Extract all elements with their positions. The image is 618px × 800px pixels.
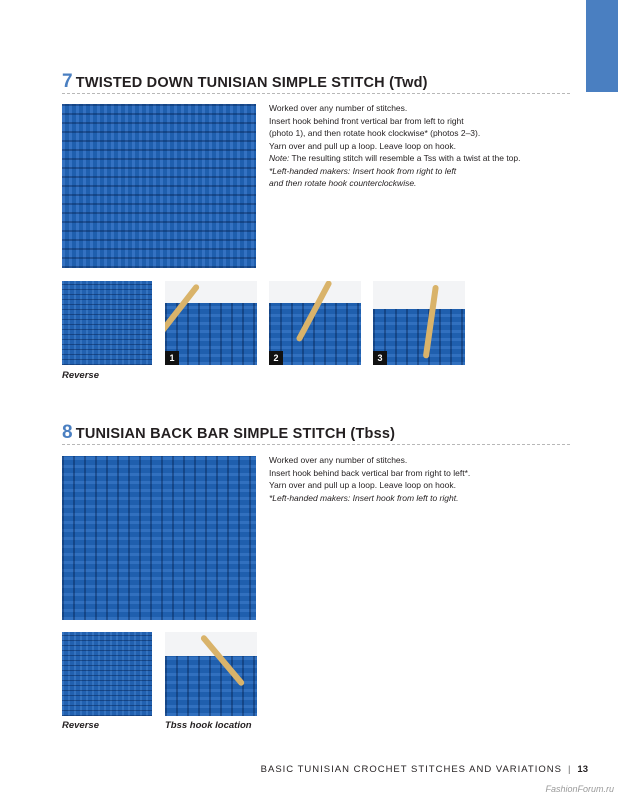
section-8-rule <box>62 444 570 445</box>
section-7-heading <box>62 71 428 93</box>
section-8-number: 8 <box>62 422 73 443</box>
page-footer <box>261 764 588 775</box>
note-label: Note: <box>269 153 290 163</box>
left-hand-note: *Left-handed makers: Insert hook from right to left <box>269 165 457 176</box>
twd-reverse-photo <box>62 281 152 365</box>
desc-line: (photo 1), and then rotate hook clockwise* (photos 2–3). <box>269 128 481 138</box>
section-7-number: 7 <box>62 71 73 92</box>
hook-location-caption: Tbss hook location <box>165 720 252 731</box>
section-7-rule <box>62 93 570 94</box>
section-8-title: TUNISIAN BACK BAR SIMPLE STITCH (Tbss) <box>75 426 396 442</box>
hook-photo-3 <box>373 281 465 365</box>
hook-photo-2 <box>269 281 361 365</box>
note-line <box>269 152 569 165</box>
section-8-description <box>269 454 569 504</box>
photo-badge: 1 <box>165 351 179 365</box>
page-number: 13 <box>577 764 588 775</box>
left-hand-note: and then rotate hook counterclockwise. <box>269 178 417 188</box>
desc-line: Worked over any number of stitches. <box>269 103 408 113</box>
watermark: FashionForum.ru <box>545 784 614 794</box>
desc-line: Yarn over and pull up a loop. Leave loop on hook. <box>269 480 456 490</box>
desc-line: Insert hook behind back vertical bar from right to left*. <box>269 467 471 478</box>
tbss-reverse-photo <box>62 632 152 716</box>
reverse-caption: Reverse <box>62 720 99 731</box>
desc-line: Insert hook behind front vertical bar from left to right <box>269 115 464 126</box>
section-7-description <box>269 102 569 190</box>
reverse-caption: Reverse <box>62 370 99 381</box>
section-8-heading <box>62 422 395 444</box>
footer-separator: | <box>567 764 572 775</box>
footer-text: BASIC TUNISIAN CROCHET STITCHES AND VARIATIONS <box>260 764 562 775</box>
photo-badge: 2 <box>269 351 283 365</box>
note-text: The resulting stitch will resemble a Tss with a twist at the top. <box>289 153 521 163</box>
photo-badge: 3 <box>373 351 387 365</box>
chapter-tab <box>586 0 618 92</box>
desc-line: Yarn over and pull up a loop. Leave loop on hook. <box>269 140 456 151</box>
twd-swatch-photo <box>62 104 256 268</box>
left-hand-note: *Left-handed makers: Insert hook from left to right. <box>269 492 459 503</box>
fabric <box>165 656 257 716</box>
tbss-swatch-photo <box>62 456 256 620</box>
desc-line: Worked over any number of stitches. <box>269 455 408 465</box>
tbss-hook-photo <box>165 632 257 716</box>
section-7-title: TWISTED DOWN TUNISIAN SIMPLE STITCH (Twd) <box>75 75 428 91</box>
hook-photo-1 <box>165 281 257 365</box>
